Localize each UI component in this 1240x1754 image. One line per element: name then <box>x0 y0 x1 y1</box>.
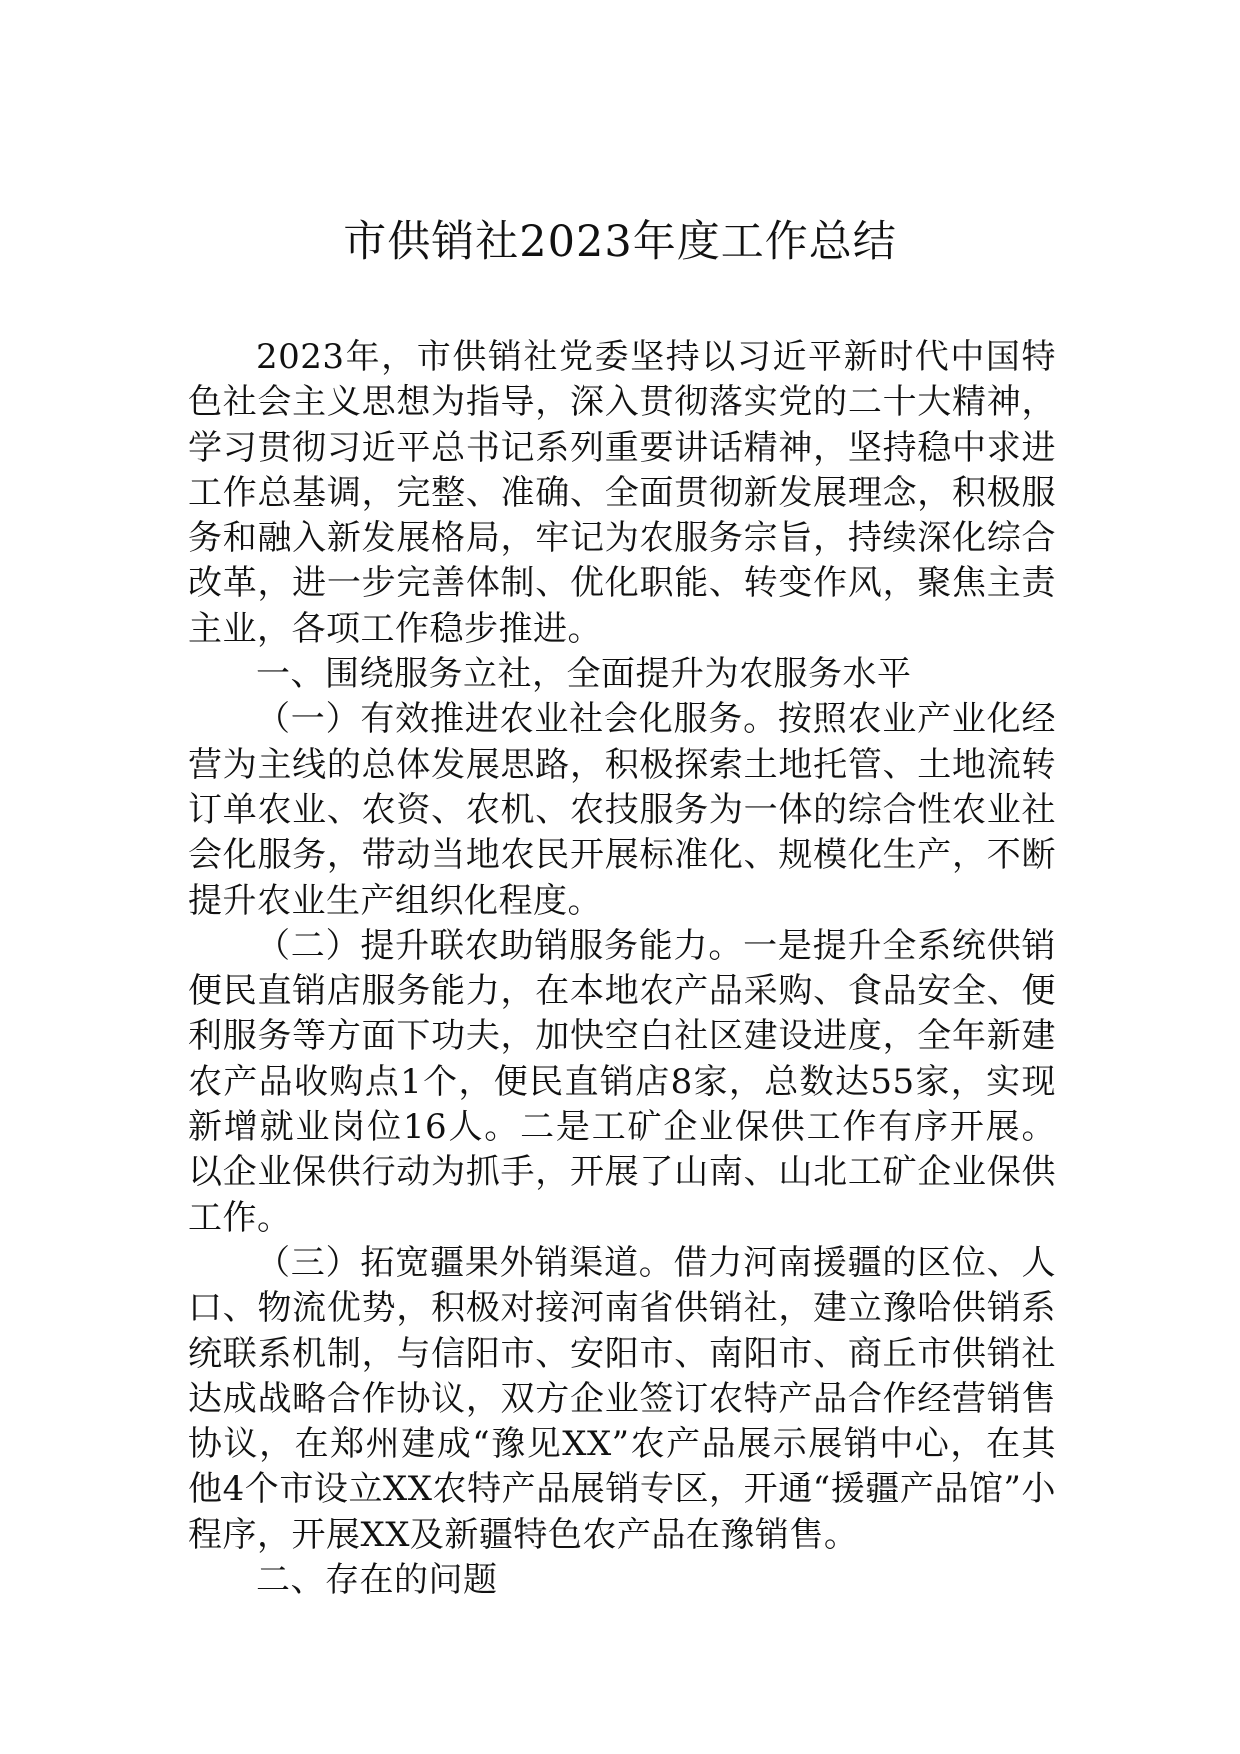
section-heading-2: 二、存在的问题 <box>256 1560 498 1601</box>
paragraph-social-services: （一）有效推进农业社会化服务。按照农业产业化经营为主线的总体发展思路，积极探索土地托管、土地流转订单农业、农资、农机、农技服务为一体的综合性农业社会化服务，带动当地农民开展标准化、规模化生产，不断提升农业生产组织化程度。 <box>188 699 1056 921</box>
document-title: 市供销社2023年度工作总结 <box>343 217 897 267</box>
paragraph-sales-support: （二）提升联农助销服务能力。一是提升全系统供销便民直销店服务能力，在本地农产品采购、食品安全、便利服务等方面下功夫，加快空白社区建设进度，全年新建农产品收购点1个，便民直销店8家，总数达55家，实现新增就业岗位16人。二是工矿企业保供工作有序开展。以企业保供行动为抓手，开展了山南、山北工矿企业保供工作。 <box>188 925 1056 1238</box>
section-heading-1: 一、围绕服务立社，全面提升为农服务水平 <box>256 654 912 695</box>
paragraph-fruit-sales-channels: （三）拓宽疆果外销渠道。借力河南援疆的区位、人口、物流优势，积极对接河南省供销社，建立豫哈供销系统联系机制，与信阳市、安阳市、南阳市、商丘市供销社达成战略合作协议，双方企业签订农特产品合作经营销售协议，在郑州建成“豫见XX”农产品展示展销中心，在其他4个市设立XX农特产品展销专区，开通“援疆产品馆”小程序，开展XX及新疆特色农产品在豫销售。 <box>188 1242 1056 1555</box>
intro-paragraph: 2023年，市供销社党委坚持以习近平新时代中国特色社会主义思想为指导，深入贯彻落实党的二十大精神，学习贯彻习近平总书记系列重要讲话精神，坚持稳中求进工作总基调，完整、准确、全面贯彻新发展理念，积极服务和融入新发展格局，牢记为农服务宗旨，持续深化综合改革，进一步完善体制、优化职能、转变作风，聚焦主责主业，各项工作稳步推进。 <box>188 337 1056 649</box>
document-body <box>188 335 1056 1603</box>
